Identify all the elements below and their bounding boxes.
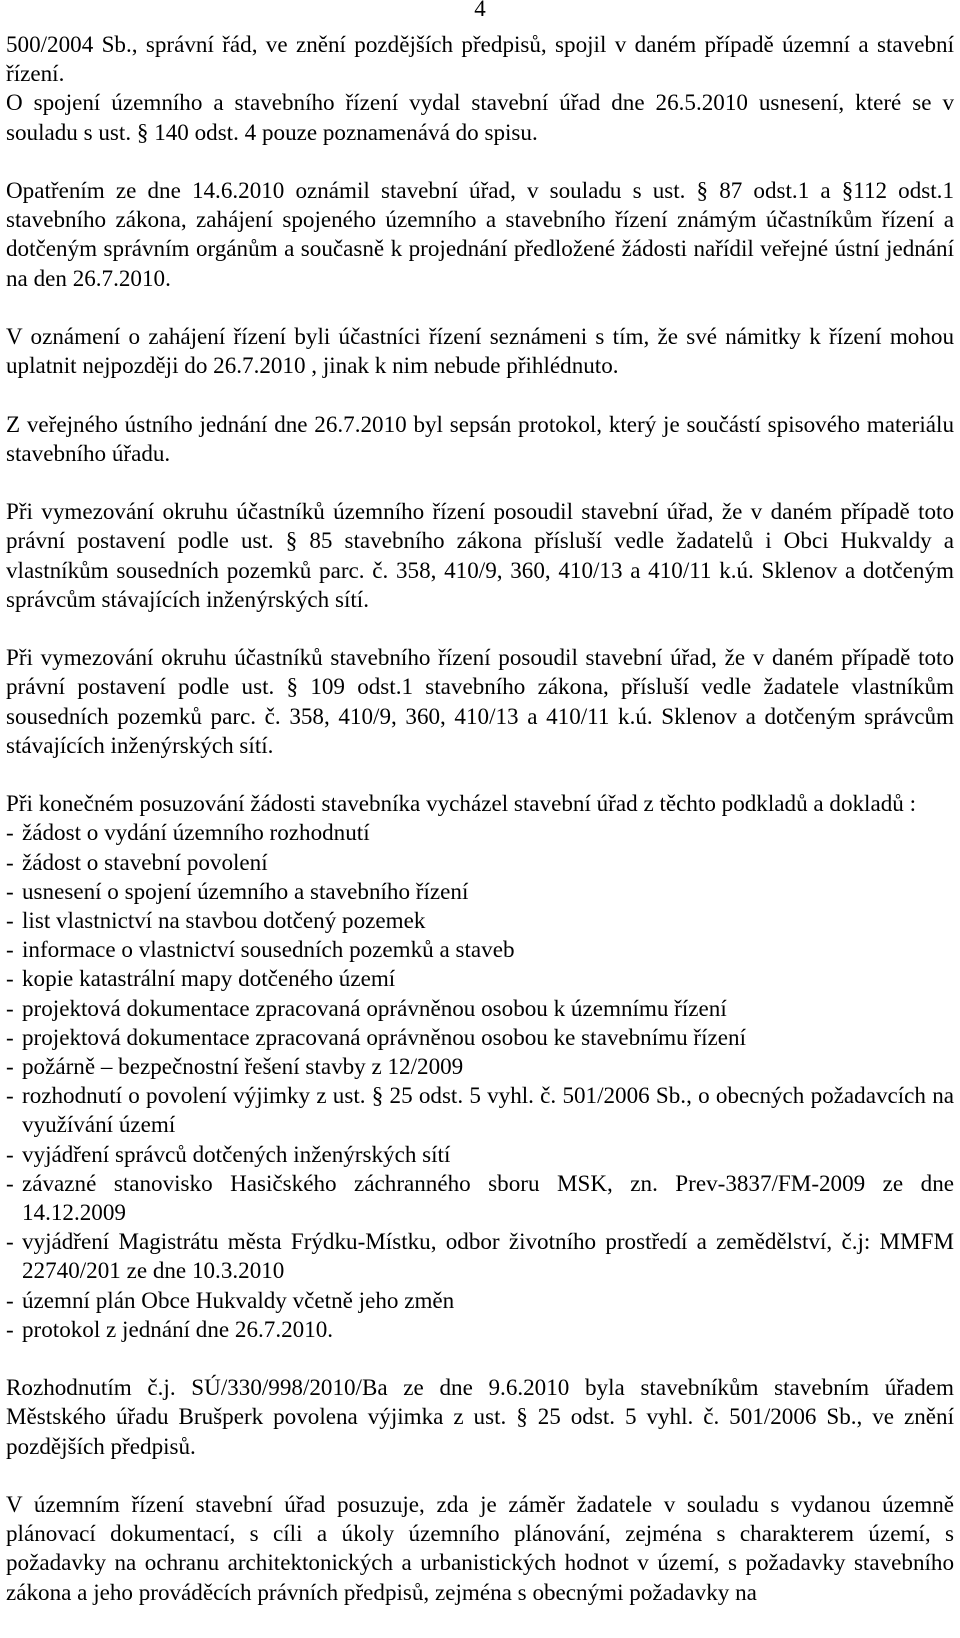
page-number: 4: [474, 0, 486, 21]
list-item: - list vlastnictví na stavbou dotčený pozemek: [6, 906, 954, 935]
list-item: - žádost o stavební povolení: [6, 848, 954, 877]
list-marker: -: [6, 1228, 14, 1255]
list-marker: -: [6, 907, 14, 933]
list-item: - závazné stanovisko Hasičského záchranného sboru MSK, zn. Prev-3837/FM-2009 ze dne 14.12.2009: [6, 1169, 954, 1226]
list-marker: -: [6, 819, 14, 846]
list-item: - informace o vlastnictví sousedních pozemků a staveb: [6, 935, 954, 964]
list-marker: -: [6, 994, 14, 1021]
paragraph-oznameni: V oznámení o zahájení řízení byli účastníci řízení seznámeni s tím, že své námitky k řízení mohou uplatnit nejpozději do 26.7.2010 , jinak k nim nebude přihlédnuto.: [6, 323, 954, 379]
list-item: - rozhodnutí o povolení výjimky z ust. § 25 odst. 5 vyhl. č. 501/2006 Sb., o obecných požadavcích na využívání území: [6, 1082, 954, 1138]
paragraph-ucastnici-uzemni: Při vymezování okruhu účastníků územního řízení posoudil stavební úřad, že v daném případě toto právní postavení podle ust. § 85 stavebního zákona přísluší vedle žadatelů i Obci Hukvaldy a vlastníkům sousedních pozemků parc. č. 358, 410/9, 360, 410/13 a 410/11 k.ú. Sklenov a dotčeným správcům stávajících inženýrských sítí.: [6, 498, 954, 612]
list-item: - vyjádření Magistrátu města Frýdku-Místku, odbor životního prostředí a zemědělství, č.j: MMFM 22740/201 ze dne 10.3.2010: [6, 1228, 954, 1284]
list-item: - územní plán Obce Hukvaldy včetně jeho změn: [6, 1286, 954, 1315]
paragraph-usneseni: O spojení územního a stavebního řízení vydal stavební úřad dne 26.5.2010 usnesení, které se v souladu s ust. § 140 odst. 4 pouze poznamenává do spisu.: [6, 89, 954, 145]
list-item: - žádost o vydání územního rozhodnutí: [6, 818, 954, 847]
paragraph-opatreni: Opatřením ze dne 14.6.2010 oznámil stavební úřad, v souladu s ust. § 87 odst.1 a §112 odst.1 stavebního zákona, zahájení spojeného územního a stavebního řízení známým účastníkům řízení a dotčeným správním orgánům a současně k projednání předložené žádosti nařídil veřejné ústní jednání na den 26.7.2010.: [6, 177, 954, 291]
list-marker: -: [6, 1286, 14, 1313]
list-marker: -: [6, 1140, 14, 1167]
list-item: - požárně – bezpečnostní řešení stavby z 12/2009: [6, 1052, 954, 1081]
document-body: [6, 30, 954, 1607]
paragraph-protokol: Z veřejného ústního jednání dne 26.7.2010 byl sepsán protokol, který je součástí spisového materiálu stavebního úřadu.: [6, 410, 954, 466]
paragraph-ucastnici-stavebni: Při vymezování okruhu účastníků stavebního řízení posoudil stavební úřad, že v daném případě toto právní postavení podle ust. § 109 odst.1 stavebního zákona, přísluší vedle žadatele vlastníkům sousedních pozemků parc. č. 358, 410/9, 360, 410/13 a 410/11 k.ú. Sklenov a dotčeným správcům stávajících inženýrských sítí.: [6, 644, 954, 758]
paragraph-vyjimka: Rozhodnutím č.j. SÚ/330/998/2010/Ba ze dne 9.6.2010 byla stavebníkům stavebním úřadem Městského úřadu Brušperk povolena výjimka z ust. § 25 odst. 5 vyhl. č. 501/2006 Sb., ve znění pozdějších předpisů.: [6, 1374, 954, 1459]
documents-list: [6, 818, 954, 1344]
list-item: - projektová dokumentace zpracovaná oprávněnou osobou ke stavebnímu řízení: [6, 1023, 954, 1052]
list-marker: -: [6, 1053, 14, 1080]
list-item: - vyjádření správců dotčených inženýrských sítí: [6, 1140, 954, 1169]
list-marker: -: [6, 1082, 14, 1109]
paragraph-podklady-intro: Při konečném posuzování žádosti stavebníka vycházel stavební úřad z těchto podkladů a dokladů :: [6, 790, 917, 817]
list-marker: -: [6, 936, 14, 963]
paragraph-spojeni-rizeni: 500/2004 Sb., správní řád, ve znění pozdějších předpisů, spojil v daném případě územní a stavební řízení.: [6, 31, 954, 87]
list-marker: -: [6, 877, 14, 904]
list-item: - projektová dokumentace zpracovaná oprávněnou osobou k územnímu řízení: [6, 994, 954, 1023]
list-marker: -: [6, 848, 14, 875]
list-marker: -: [6, 1315, 14, 1342]
list-item: - usnesení o spojení územního a stavebního řízení: [6, 877, 954, 906]
paragraph-uzemni-rizeni: V územním řízení stavební úřad posuzuje, zda je záměr žadatele v souladu s vydanou územně plánovací dokumentací, s cíli a úkoly územního plánování, zejména s charakterem území, s požadavky na ochranu architektonických a urbanistických hodnot v území, s požadavky stavebního zákona a jeho prováděcích právních předpisů, zejména s obecnými požadavky na: [6, 1491, 954, 1605]
list-marker: -: [6, 1169, 14, 1196]
list-item: - kopie katastrální mapy dotčeného území: [6, 964, 954, 993]
list-marker: -: [6, 965, 14, 992]
list-item: - protokol z jednání dne 26.7.2010.: [6, 1315, 954, 1344]
list-marker: -: [6, 1023, 14, 1050]
